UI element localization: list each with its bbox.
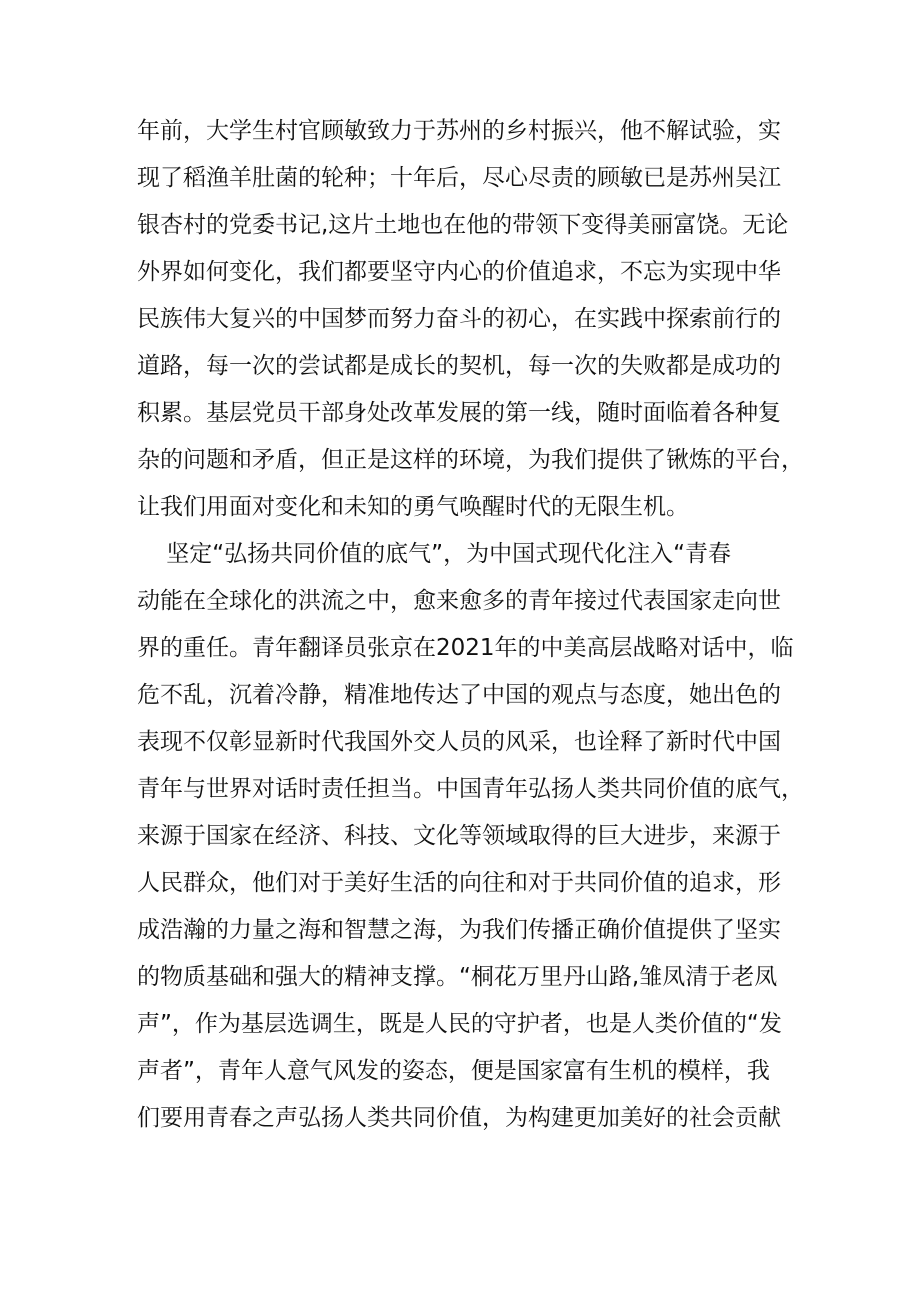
text-line: 坚定“弘扬共同价值的底气”，为中国式现代化注入“青春 <box>137 541 731 567</box>
text-line: 人民群众，他们对于美好生活的向往和对于共同价值的追求，形 <box>137 870 781 896</box>
text-line: 表现不仅彰显新时代我国外交人员的风采，也诠释了新时代中国 <box>137 729 781 755</box>
text-line: 动能在全球化的洪流之中，愈来愈多的青年接过代表国家走向世 <box>137 588 781 614</box>
text-line: 让我们用面对变化和未知的勇气唤醒时代的无限生机。 <box>137 494 689 520</box>
text-line: 道路，每一次的尝试都是成长的契机，每一次的失败都是成功的 <box>137 353 781 379</box>
text-line: 的物质基础和强大的精神支撑。“桐花万里丹山路,雏凤清于老凤 <box>137 964 778 990</box>
text-line: 银杏村的党委书记,这片土地也在他的带领下变得美丽富饶。无论 <box>137 212 789 238</box>
text-line: 外界如何变化，我们都要坚守内心的价值追求，不忘为实现中华 <box>137 259 781 285</box>
text-line: 们要用青春之声弘扬人类共同价值，为构建更加美好的社会贡献 <box>137 1105 781 1131</box>
text-line: 杂的问题和矛盾，但正是这样的环境，为我们提供了锹炼的平台， <box>137 447 804 473</box>
text-line: 青年与世界对话时责任担当。中国青年弘扬人类共同价值的底气， <box>137 776 804 802</box>
text-line: 来源于国家在经济、科技、文化等领域取得的巨大进步，来源于 <box>137 823 781 849</box>
text-line: 声”，作为基层选调生，既是人民的守护者，也是人类价值的“发 <box>137 1011 782 1037</box>
text-line: 成浩瀚的力量之海和智慧之海，为我们传播正确价值提供了坚实 <box>137 917 781 943</box>
text-line: 现了稻渔羊肚菌的轮种；十年后，尽心尽责的顾敏已是苏州吴江 <box>137 165 781 191</box>
text-line: 声者”，青年人意气风发的姿态，便是国家富有生机的模样，我 <box>137 1058 770 1084</box>
text-line: 危不乱，沉着冷静，精准地传达了中国的观点与态度，她出色的 <box>137 682 781 708</box>
body-text <box>137 108 817 1142</box>
text-line: 界的重任。青年翻译员张京在2021年的中美高层战略对话中，临 <box>137 635 794 661</box>
text-line: 年前，大学生村官顾敏致力于苏州的乡村振兴，他不解试验，实 <box>137 118 781 144</box>
text-line: 积累。基层党员干部身处改革发展的第一线，随时面临着各种复 <box>137 400 781 426</box>
text-line: 民族伟大复兴的中国梦而努力奋斗的初心，在实践中探索前行的 <box>137 306 781 332</box>
